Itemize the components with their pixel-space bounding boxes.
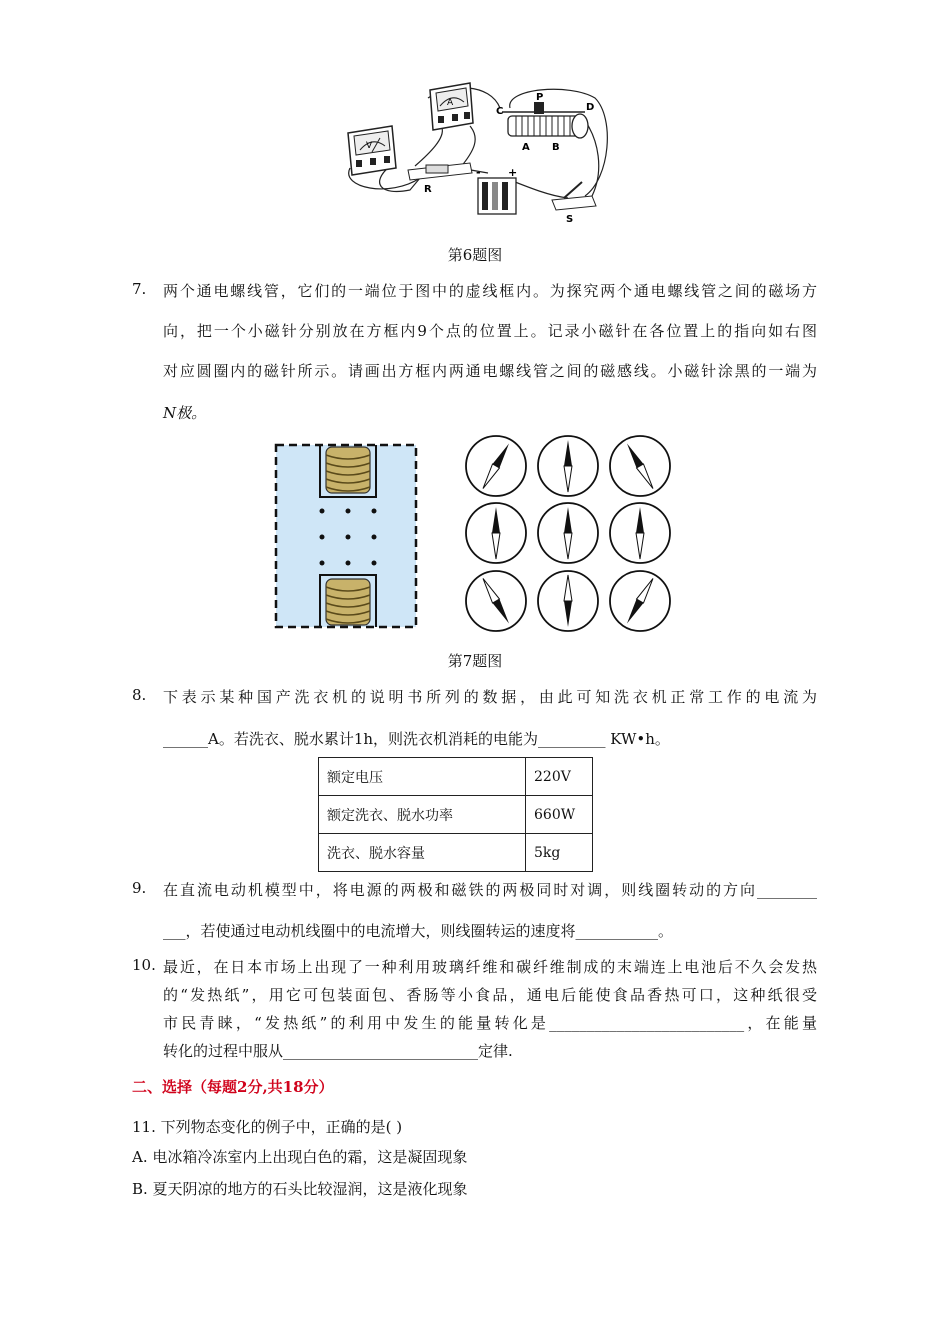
resistor-icon: [408, 163, 472, 195]
question-10-line-1: 最近，在日本市场上出现了一种利用玻璃纤维和碳纤维制成的末端连上电池后不久会发热: [163, 958, 817, 976]
question-10-line-4: 转化的过程中服从__________________________定律.: [163, 1042, 513, 1060]
question-10-line-3: 市民青睐，“发热纸”的利用中发生的能量转化是__________________________，在能量: [163, 1014, 817, 1032]
svg-text:D: D: [586, 102, 595, 113]
question-7-line-3: 对应圆圈内的磁针所示。请画出方框内两通电螺线管之间的磁感线。小磁针涂黑的一端为: [163, 362, 817, 380]
table-cell-label: 额定洗衣、脱水功率: [319, 796, 526, 834]
ammeter-icon: [430, 83, 473, 130]
question-7-line-1: 两个通电螺线管，它们的一端位于图中的虚线框内。为探究两个通电螺线管之间的磁场方: [163, 282, 817, 300]
svg-text:A: A: [447, 98, 454, 108]
battery-icon: [476, 166, 517, 214]
table-cell-label: 额定电压: [319, 758, 526, 796]
table-cell-value: 660W: [526, 796, 593, 834]
circuit-figure: [330, 78, 620, 228]
question-11-stem: 11. 下列物态变化的例子中，正确的是( ): [132, 1118, 403, 1136]
question-11-option-b: B. 夏天阴凉的地方的石头比较湿润，这是液化现象: [132, 1180, 468, 1198]
compass-2-icon: [538, 436, 598, 496]
washer-spec-table: [318, 757, 593, 872]
question-7-line-2: 向，把一个小磁针分别放在方框内9个点的位置上。记录小磁针在各位置上的指向如右图: [163, 322, 817, 340]
question-8-line-1: 下表示某种国产洗衣机的说明书所列的数据，由此可知洗衣机正常工作的电流为: [163, 688, 817, 706]
svg-text:+: +: [508, 166, 518, 179]
svg-text:A: A: [522, 142, 530, 153]
question-9-line-2: ___，若使通过电动机线圈中的电流增大，则线圈转运的速度将___________。: [163, 922, 674, 940]
svg-text:S: S: [566, 214, 574, 225]
solenoid-bottom-icon: [320, 575, 376, 627]
question-9-number: 9.: [132, 879, 147, 897]
question-10-line-2: 的“发热纸”，用它可包装面包、香肠等小食品，通电后能使食品香热可口，这种纸很受: [163, 986, 817, 1004]
compass-8-icon: [538, 571, 598, 631]
voltmeter-icon: [348, 126, 396, 175]
table-cell-value: 5kg: [526, 834, 593, 872]
table-cell-value: 220V: [526, 758, 593, 796]
svg-text:R: R: [424, 184, 432, 195]
table-row: [319, 834, 593, 872]
svg-text:C: C: [496, 106, 504, 117]
compass-7-icon: [466, 571, 526, 631]
table-row: [319, 796, 593, 834]
question-10-number: 10.: [132, 956, 156, 974]
question-7-line-4: N极。: [163, 404, 207, 422]
question-8-line-2: ______A。若洗衣、脱水累计1h，则洗衣机消耗的电能为_________ KW•h。: [163, 730, 670, 748]
solenoid-top-icon: [320, 445, 376, 497]
compass-3-icon: [610, 436, 670, 496]
svg-text:P: P: [536, 92, 544, 103]
figure-6-caption: 第6题图: [447, 246, 503, 264]
compass-5-icon: [538, 503, 598, 563]
compass-9-icon: [610, 571, 670, 631]
question-7-number: 7.: [132, 280, 147, 298]
svg-text:-: -: [476, 166, 481, 179]
table-row: [319, 758, 593, 796]
compass-1-icon: [466, 436, 526, 496]
compass-6-icon: [610, 503, 670, 563]
solenoid-box-figure: [274, 443, 420, 631]
question-9-line-1: 在直流电动机模型中，将电源的两极和磁铁的两极同时对调，则线圈转动的方向________: [163, 881, 817, 899]
question-11-option-a: A. 电冰箱冷冻室内上出现白色的霜，这是凝固现象: [132, 1148, 468, 1166]
question-8-number: 8.: [132, 686, 147, 704]
figure-7-caption: 第7题图: [447, 652, 503, 670]
section-2-title: 二、选择（每题2分,共18分）: [132, 1078, 334, 1096]
svg-text:V: V: [366, 141, 373, 151]
compass-4-icon: [466, 503, 526, 563]
switch-icon: [552, 182, 596, 225]
svg-text:B: B: [552, 142, 560, 153]
table-cell-label: 洗衣、脱水容量: [319, 834, 526, 872]
compass-grid-figure: [462, 433, 676, 633]
